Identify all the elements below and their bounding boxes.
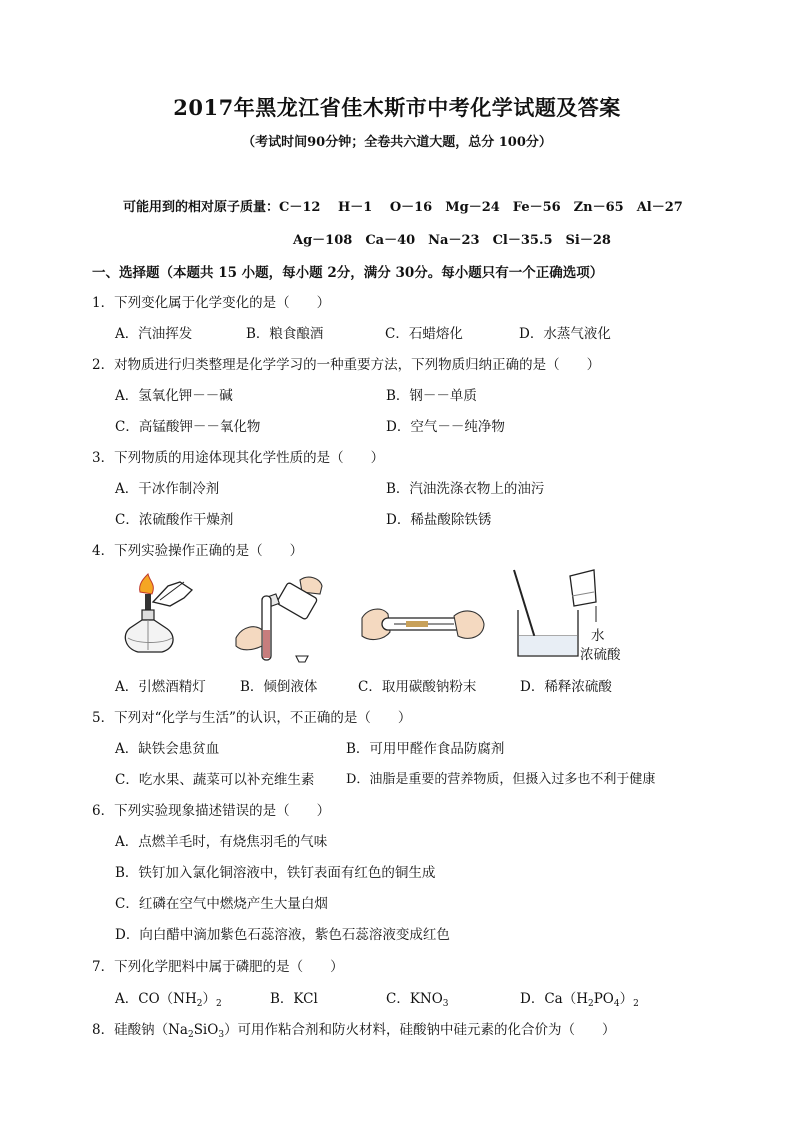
question-6-stem: 6．下列实验现象描述错误的是（ ） (92, 803, 331, 819)
question-4-stem: 4．下列实验操作正确的是（ ） (92, 543, 304, 559)
q6-option-b: B．铁钉加入氯化铜溶液中，铁钉表面有红色的铜生成 (115, 865, 436, 881)
concentrated-sulfuric-acid-label: 浓硫酸 (580, 647, 621, 662)
water-label: 水 (591, 628, 605, 643)
q5-option-a: A．缺铁会患贫血 (115, 741, 220, 757)
q1-option-c: C．石蜡熔化 (385, 326, 463, 342)
q2-option-d: D．空气－－纯净物 (386, 419, 505, 435)
q2-option-b: B．钢－－单质 (386, 388, 477, 404)
q5-option-b: B．可用甲醛作食品防腐剂 (346, 741, 505, 757)
q4-option-d: D．稀释浓硫酸 (520, 679, 612, 695)
q1-option-a: A．汽油挥发 (115, 326, 193, 342)
atomic-masses-line-1: 可能用到的相对原子质量：C－12 H－1 O－16 Mg－24 Fe－56 Zn－65 Al－27 (123, 200, 683, 215)
q5-option-d: D．油脂是重要的营养物质，但摄入过多也不利于健康 (346, 772, 656, 787)
exam-info: （考试时间90分钟；全卷共六道大题，总分 100分） (242, 135, 552, 150)
q2-option-a: A．氢氧化钾－－碱 (115, 388, 233, 404)
question-8-stem: 8．硅酸钠$(Na_2SiO_3)$可用作粘合剂和防火材料，硅酸钠中硅元素的化合价为（ ） (92, 1022, 616, 1040)
q7-option-d: D．$Ca(H_2PO_4)_2$ (520, 991, 639, 1009)
atomic-masses-line-2: Ag－108 Ca－40 Na－23 Cl－35.5 Si－28 (293, 233, 611, 248)
q3-option-a: A．干冰作制冷剂 (115, 481, 220, 497)
q4-option-c: C．取用碳酸钠粉末 (358, 679, 477, 695)
section-heading: 一、选择题（本题共 15 小题，每小题 2分，满分 30分。每小题只有一个正确选项） (92, 265, 604, 281)
q1-option-d: D．水蒸气液化 (519, 326, 611, 342)
question-7-stem: 7．下列化学肥料中属于磷肥的是（ ） (92, 959, 344, 975)
q4-option-a: A．引燃酒精灯 (115, 679, 206, 695)
q7-option-c: C．$KNO_3$ (386, 991, 449, 1009)
q7-option-a: A．$CO(NH_2)_2$ (115, 991, 222, 1009)
page-title: 2017年黑龙江省佳木斯市中考化学试题及答案 (173, 95, 621, 120)
q2-option-c: C．高锰酸钾－－氧化物 (115, 419, 261, 435)
q3-option-d: D．稀盐酸除铁锈 (386, 512, 492, 528)
alcohol-lamp-figure (118, 572, 203, 664)
q4-option-b: B．倾倒液体 (240, 679, 318, 695)
pouring-liquid-figure (230, 570, 330, 666)
q1-option-b: B．粮食酿酒 (246, 326, 324, 342)
question-5-stem: 5．下列对“化学与生活”的认识，不正确的是（ ） (92, 710, 412, 726)
q7-option-b: B．KCl (270, 991, 318, 1007)
question-3-stem: 3．下列物质的用途体现其化学性质的是（ ） (92, 450, 385, 466)
q5-option-c: C．吃水果、蔬菜可以补充维生素 (115, 772, 315, 788)
q3-option-b: B．汽油洗涤衣物上的油污 (386, 481, 545, 497)
q6-option-d: D．向白醋中滴加紫色石蕊溶液，紫色石蕊溶液变成红色 (115, 927, 450, 943)
question-2-stem: 2．对物质进行归类整理是化学学习的一种重要方法，下列物质归纳正确的是（ ） (92, 357, 601, 373)
q6-option-c: C．红磷在空气中燃烧产生大量白烟 (115, 896, 328, 912)
q6-option-a: A．点燃羊毛时，有烧焦羽毛的气味 (115, 834, 328, 850)
q3-option-c: C．浓硫酸作干燥剂 (115, 512, 234, 528)
question-1-stem: 1．下列变化属于化学变化的是（ ） (92, 295, 331, 311)
taking-powder-figure (358, 596, 488, 660)
